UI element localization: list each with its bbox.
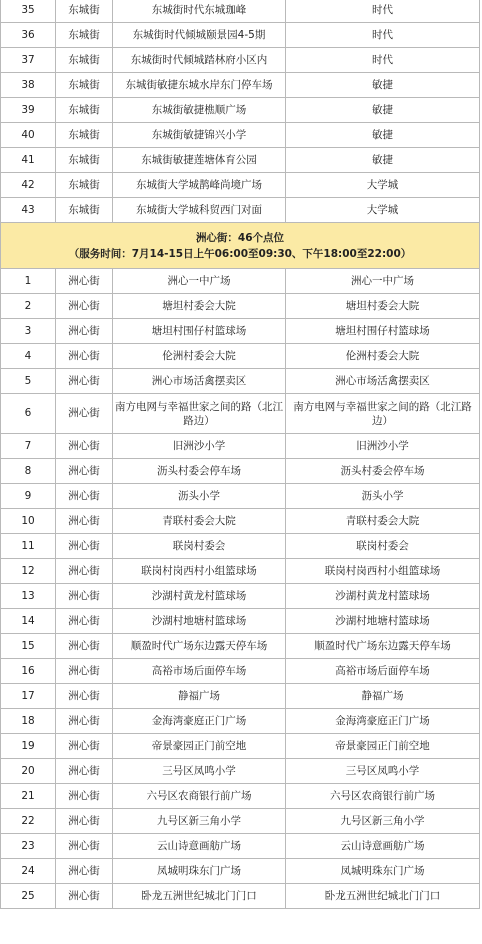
site-name: 沥头小学 (113, 484, 286, 509)
street-name: 洲心街 (56, 344, 113, 369)
site-owner: 云山诗意画舫广场 (286, 834, 480, 859)
site-owner: 伦洲村委会大院 (286, 344, 480, 369)
street-name: 洲心街 (56, 659, 113, 684)
row-number: 36 (1, 23, 56, 48)
row-number: 10 (1, 509, 56, 534)
site-owner: 三号区凤鸣小学 (286, 759, 480, 784)
street-name: 洲心街 (56, 859, 113, 884)
site-owner: 时代 (286, 48, 480, 73)
site-owner: 洲心市场活禽摆卖区 (286, 369, 480, 394)
site-name: 沥头村委会停车场 (113, 459, 286, 484)
site-owner: 顺盈时代广场东边露天停车场 (286, 634, 480, 659)
street-name: 洲心街 (56, 534, 113, 559)
site-owner: 敏捷 (286, 123, 480, 148)
row-number: 38 (1, 73, 56, 98)
site-name: 帝景豪园正门前空地 (113, 734, 286, 759)
street-name: 东城街 (56, 148, 113, 173)
street-name: 洲心街 (56, 394, 113, 434)
table-row (1, 734, 480, 759)
site-owner: 联岗村岗西村小组篮球场 (286, 559, 480, 584)
site-name: 洲心市场活禽摆卖区 (113, 369, 286, 394)
table-row (1, 434, 480, 459)
row-number: 39 (1, 98, 56, 123)
street-name: 东城街 (56, 173, 113, 198)
site-owner: 南方电网与幸福世家之间的路（北江路边） (286, 394, 480, 434)
site-owner: 金海湾豪庭正门广场 (286, 709, 480, 734)
site-name: 沙湖村地塘村篮球场 (113, 609, 286, 634)
site-name: 卧龙五洲世纪城北门门口 (113, 884, 286, 909)
site-name: 东城街时代东城珈峰 (113, 0, 286, 23)
site-name: 塘坦村围仔村篮球场 (113, 319, 286, 344)
table-row (1, 173, 480, 198)
table-row (1, 319, 480, 344)
site-owner: 联岗村委会 (286, 534, 480, 559)
site-owner: 青联村委会大院 (286, 509, 480, 534)
row-number: 5 (1, 369, 56, 394)
site-name: 云山诗意画舫广场 (113, 834, 286, 859)
site-name: 顺盈时代广场东边露天停车场 (113, 634, 286, 659)
row-number: 1 (1, 269, 56, 294)
site-owner: 沥头村委会停车场 (286, 459, 480, 484)
table-row (1, 394, 480, 434)
site-name: 东城街敏捷莲塘体育公园 (113, 148, 286, 173)
table-row (1, 534, 480, 559)
table-row (1, 509, 480, 534)
site-name: 旧洲沙小学 (113, 434, 286, 459)
site-owner: 大学城 (286, 173, 480, 198)
street-name: 东城街 (56, 73, 113, 98)
table-row (1, 344, 480, 369)
street-name: 洲心街 (56, 709, 113, 734)
site-name: 东城街大学城科贸西门对面 (113, 198, 286, 223)
site-name: 东城街敏捷锦兴小学 (113, 123, 286, 148)
table-row (1, 98, 480, 123)
row-number: 25 (1, 884, 56, 909)
site-name: 联岗村岗西村小组篮球场 (113, 559, 286, 584)
street-name: 东城街 (56, 123, 113, 148)
row-number: 23 (1, 834, 56, 859)
row-number: 6 (1, 394, 56, 434)
table-row (1, 659, 480, 684)
site-name: 六号区农商银行前广场 (113, 784, 286, 809)
site-owner: 大学城 (286, 198, 480, 223)
site-owner: 沙湖村地塘村篮球场 (286, 609, 480, 634)
site-name: 联岗村委会 (113, 534, 286, 559)
row-number: 17 (1, 684, 56, 709)
street-name: 洲心街 (56, 759, 113, 784)
street-name: 洲心街 (56, 884, 113, 909)
row-number: 20 (1, 759, 56, 784)
site-owner: 洲心一中广场 (286, 269, 480, 294)
table-row (1, 859, 480, 884)
site-owner: 高裕市场后面停车场 (286, 659, 480, 684)
site-owner: 敏捷 (286, 98, 480, 123)
row-number: 18 (1, 709, 56, 734)
street-name: 东城街 (56, 48, 113, 73)
table-row (1, 23, 480, 48)
table-row (1, 809, 480, 834)
row-number: 7 (1, 434, 56, 459)
street-name: 洲心街 (56, 584, 113, 609)
street-name: 洲心街 (56, 809, 113, 834)
site-owner: 时代 (286, 0, 480, 23)
row-number: 37 (1, 48, 56, 73)
table-row (1, 884, 480, 909)
table-row (1, 709, 480, 734)
street-name: 洲心街 (56, 684, 113, 709)
site-name: 三号区凤鸣小学 (113, 759, 286, 784)
row-number: 8 (1, 459, 56, 484)
site-owner: 时代 (286, 23, 480, 48)
row-number: 41 (1, 148, 56, 173)
street-name: 洲心街 (56, 509, 113, 534)
site-name: 高裕市场后面停车场 (113, 659, 286, 684)
section-header-row (1, 223, 480, 269)
table-row (1, 123, 480, 148)
site-name: 南方电网与幸福世家之间的路（北江路边） (113, 394, 286, 434)
row-number: 2 (1, 294, 56, 319)
site-owner: 静福广场 (286, 684, 480, 709)
site-name: 东城街时代倾城踏林府小区内 (113, 48, 286, 73)
dongcheng-rows (1, 0, 480, 223)
row-number: 43 (1, 198, 56, 223)
table-row (1, 369, 480, 394)
site-owner: 沙湖村黄龙村篮球场 (286, 584, 480, 609)
site-name: 沙湖村黄龙村篮球场 (113, 584, 286, 609)
site-owner: 六号区农商银行前广场 (286, 784, 480, 809)
street-name: 东城街 (56, 198, 113, 223)
street-name: 洲心街 (56, 319, 113, 344)
street-name: 洲心街 (56, 634, 113, 659)
street-name: 洲心街 (56, 734, 113, 759)
site-owner: 敏捷 (286, 148, 480, 173)
row-number: 24 (1, 859, 56, 884)
table-row (1, 784, 480, 809)
row-number: 15 (1, 634, 56, 659)
street-name: 东城街 (56, 98, 113, 123)
site-name: 九号区新三角小学 (113, 809, 286, 834)
row-number: 9 (1, 484, 56, 509)
site-name: 金海湾豪庭正门广场 (113, 709, 286, 734)
table-row (1, 48, 480, 73)
site-name: 东城街大学城鹊峰尚境广场 (113, 173, 286, 198)
site-owner: 凤城明珠东门广场 (286, 859, 480, 884)
row-number: 21 (1, 784, 56, 809)
site-name: 伦洲村委会大院 (113, 344, 286, 369)
street-name: 洲心街 (56, 369, 113, 394)
site-owner: 塘坦村委会大院 (286, 294, 480, 319)
table-row (1, 584, 480, 609)
site-owner: 卧龙五洲世纪城北门门口 (286, 884, 480, 909)
site-name: 塘坦村委会大院 (113, 294, 286, 319)
site-owner: 旧洲沙小学 (286, 434, 480, 459)
street-name: 洲心街 (56, 459, 113, 484)
site-name: 青联村委会大院 (113, 509, 286, 534)
row-number: 4 (1, 344, 56, 369)
site-name: 凤城明珠东门广场 (113, 859, 286, 884)
section-header-cell (1, 223, 480, 269)
row-number: 12 (1, 559, 56, 584)
street-name: 洲心街 (56, 434, 113, 459)
site-owner: 敏捷 (286, 73, 480, 98)
table-row (1, 484, 480, 509)
site-name: 东城街时代倾城颐景园4-5期 (113, 23, 286, 48)
site-owner: 帝景豪园正门前空地 (286, 734, 480, 759)
site-name: 静福广场 (113, 684, 286, 709)
row-number: 14 (1, 609, 56, 634)
row-number: 40 (1, 123, 56, 148)
street-name: 东城街 (56, 23, 113, 48)
row-number: 42 (1, 173, 56, 198)
table-row (1, 834, 480, 859)
row-number: 11 (1, 534, 56, 559)
street-name: 洲心街 (56, 484, 113, 509)
site-owner: 九号区新三角小学 (286, 809, 480, 834)
table-row (1, 759, 480, 784)
section-title: 洲心街：46个点位 (195, 231, 285, 244)
table-row (1, 609, 480, 634)
zhouxin-rows (1, 269, 480, 909)
table-row (1, 459, 480, 484)
site-name: 东城街敏捷东城水岸东门停车场 (113, 73, 286, 98)
table-row (1, 559, 480, 584)
site-owner: 沥头小学 (286, 484, 480, 509)
street-name: 洲心街 (56, 269, 113, 294)
table-row (1, 198, 480, 223)
street-name: 洲心街 (56, 294, 113, 319)
street-name: 洲心街 (56, 609, 113, 634)
table-row (1, 634, 480, 659)
row-number: 16 (1, 659, 56, 684)
street-name: 东城街 (56, 0, 113, 23)
street-name: 洲心街 (56, 559, 113, 584)
table-row (1, 0, 480, 23)
street-name: 洲心街 (56, 834, 113, 859)
site-name: 洲心一中广场 (113, 269, 286, 294)
table-row (1, 269, 480, 294)
row-number: 35 (1, 0, 56, 23)
section-header (1, 223, 480, 269)
row-number: 3 (1, 319, 56, 344)
row-number: 13 (1, 584, 56, 609)
row-number: 19 (1, 734, 56, 759)
table-row (1, 73, 480, 98)
street-name: 洲心街 (56, 784, 113, 809)
section-hours: （服务时间：7月14-15日上午06:00至09:30、下午18:00至22:00） (68, 247, 412, 260)
site-name: 东城街敏捷樵顺广场 (113, 98, 286, 123)
row-number: 22 (1, 809, 56, 834)
site-owner: 塘坦村围仔村篮球场 (286, 319, 480, 344)
table-row (1, 148, 480, 173)
table-row (1, 684, 480, 709)
table-row (1, 294, 480, 319)
